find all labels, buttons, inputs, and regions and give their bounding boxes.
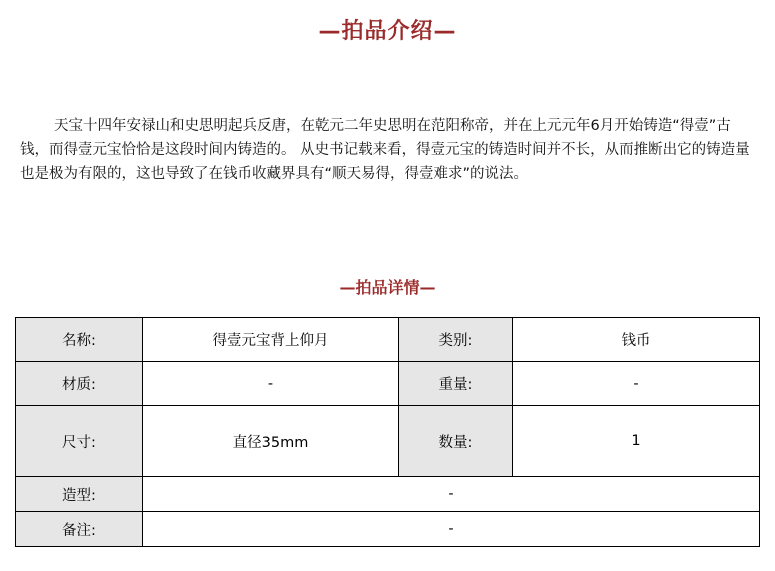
category-value: 钱币: [513, 318, 760, 362]
weight-label: 重量:: [399, 362, 513, 406]
material-label: 材质:: [16, 362, 143, 406]
table-row: [16, 477, 760, 512]
intro-paragraph: 天宝十四年安禄山和史思明起兵反唐，在乾元二年史思明在范阳称帝，并在上元元年6月开始铸造“得壹”古钱，而得壹元宝恰恰是这段时间内铸造的。 从史书记载来看，得壹元宝的铸造时间并不长，从而推断出它的铸造量也是极为有限的，这也导致了在钱币收藏界具有“顺天易得，得壹难求”的说法。: [20, 118, 750, 182]
shape-label: 造型:: [16, 477, 143, 512]
notes-label: 备注:: [16, 512, 143, 547]
table-row: [16, 406, 760, 477]
details-table: [15, 317, 760, 547]
table-row: [16, 512, 760, 547]
size-label: 尺寸:: [16, 406, 143, 477]
weight-value: -: [513, 362, 760, 406]
quantity-label: 数量:: [399, 406, 513, 477]
shape-value: -: [143, 477, 760, 512]
table-row: [16, 362, 760, 406]
name-value: 得壹元宝背上仰月: [143, 318, 399, 362]
quantity-value: 1: [513, 406, 760, 477]
material-value: -: [143, 362, 399, 406]
details-title: —拍品详情—: [339, 278, 436, 297]
notes-value: -: [143, 512, 760, 547]
size-value: 直径35mm: [143, 406, 399, 477]
category-label: 类别:: [399, 318, 513, 362]
table-row: [16, 318, 760, 362]
name-label: 名称:: [16, 318, 143, 362]
page-title: —拍品介绍—: [318, 19, 457, 44]
